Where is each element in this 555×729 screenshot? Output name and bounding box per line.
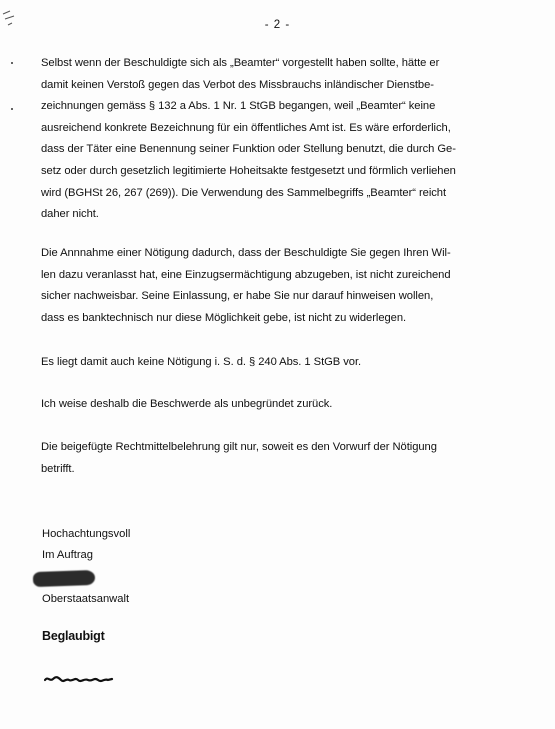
scan-speck <box>11 62 13 64</box>
text-line: zeichnungen gemäss § 132 a Abs. 1 Nr. 1 StGB begangen, weil „Beamter“ keine <box>41 100 436 113</box>
redacted-signature <box>33 570 95 587</box>
signer-role: Oberstaatsanwalt <box>42 593 130 605</box>
closing-block <box>42 524 130 566</box>
text-line: wird (BGHSt 26, 267 (269)). Die Verwendung des Sammelbegriffs „Beamter“ reicht <box>41 186 447 199</box>
text-line: Die beigefügte Rechtmittelbelehrung gilt nur, soweit es den Vorwurf der Nötigung <box>41 441 437 453</box>
paragraph-coercion <box>41 243 451 329</box>
text-line: Es liegt damit auch keine Nötigung i. S. d. § 240 Abs. 1 StGB vor. <box>41 356 362 368</box>
text-line: len dazu veranlasst hat, eine Einzugsermächtigung abzugeben, ist nicht zureichend <box>41 268 451 281</box>
text-line: betrifft. <box>41 462 75 475</box>
paragraph-legal-remedy <box>41 437 437 480</box>
certified-label: Beglaubigt <box>42 629 105 643</box>
text-line: daher nicht. <box>41 208 99 221</box>
text-line: Die Annnahme einer Nötigung dadurch, dass der Beschuldigte Sie gegen Ihren Wil- <box>41 247 451 259</box>
text-line: damit keinen Verstoß gegen das Verbot des Missbrauchs inländischer Dienstbe- <box>41 78 434 91</box>
text-line: sicher nachweisbar. Seine Einlassung, er habe Sie nur darauf hinweisen wollen, <box>41 290 434 303</box>
text-line: setz oder durch gesetzlich legitimierte Hoheitsakte festgesetzt und förmlich verliehen <box>41 164 456 177</box>
paragraph-decision <box>41 394 332 416</box>
on-behalf-label: Im Auftrag <box>42 549 93 561</box>
text-line: dass es banktechnisch nur diese Möglichkeit gebe, ist nicht zu widerlegen. <box>41 311 407 324</box>
text-line: Ich weise deshalb die Beschwerde als unbegründet zurück. <box>41 398 333 410</box>
text-line: dass der Täter eine Benennung seiner Funktion oder Stellung benutzt, die durch Ge- <box>41 143 456 156</box>
certifying-office-signature <box>44 674 114 684</box>
scan-speck <box>11 108 13 110</box>
page-number: - 2 - <box>264 19 291 31</box>
paragraph-official-title <box>41 53 456 226</box>
text-line: Selbst wenn der Beschuldigte sich als „Beamter“ vorgestellt haben sollte, hätte er <box>41 57 440 69</box>
text-line: ausreichend konkrete Bezeichnung für ein öffentliches Amt ist. Es wäre erforderlich, <box>41 121 451 134</box>
paragraph-conclusion <box>41 352 361 374</box>
salutation: Hochachtungsvoll <box>42 528 131 540</box>
